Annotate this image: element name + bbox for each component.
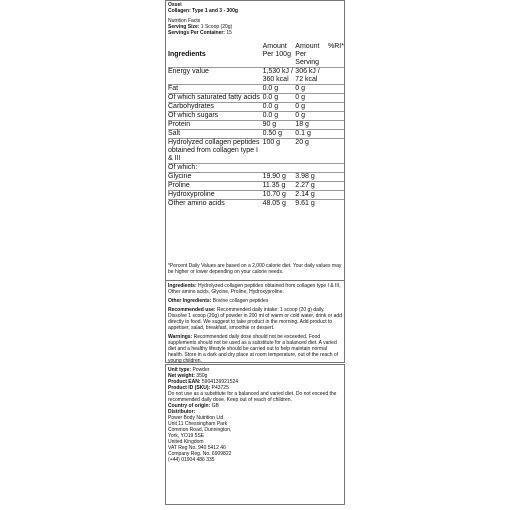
ri-heading: %RI* [328,43,344,50]
nutrient-name: Fat [168,85,263,94]
nutrient-name: Energy value [168,68,263,85]
nutrition-row [168,173,344,182]
per-serving-value: 18 g [295,121,328,130]
distributor-address [168,415,342,463]
per-serving-value: 9.61 g [295,200,328,209]
per-100g-value: 100 g [263,139,296,164]
nutrition-row [168,94,344,103]
distributor-line: (+44) 01904 486 335 [168,457,215,463]
per-serving-value: 2.14 g [295,191,328,200]
nutrient-name: Of which sugars [168,112,263,121]
nutrition-row [168,112,344,121]
per-100g-value: 0.50 g [263,130,296,139]
facts-title: Nutrition Facts [168,18,201,24]
nutrition-row [168,103,344,112]
product-ean: Product EAN: 5904139921524 [168,379,239,385]
recommended-use-section: Recommended use: Recommended daily intake: 1 scoop (20 g) daily. Dissolve 1 scoop (20g) of powder in 200 ml of warm or cold water, drink or add directly to food. We suggest to take product in the morning. Add product to appetiser, salad, breakfast, smoothie or dessert. [168,307,342,331]
ri-value [328,94,344,103]
distributor-line: York, YO19 5SE [168,433,205,439]
ri-value [328,173,344,182]
distributor-line: Power Body Nutrition Ltd. [168,415,225,421]
ri-value [328,103,344,112]
ri-value [328,68,344,85]
distributor-line: United Kingdom [168,439,204,445]
ri-value [328,130,344,139]
nutrient-name: Protein [168,121,263,130]
nutrition-row [168,121,344,130]
per-100g-value: 0.0 g [263,94,296,103]
per-100g-value [263,164,296,173]
ri-value [328,191,344,200]
per-100g-value: 19.90 g [263,173,296,182]
ri-value [328,200,344,209]
per-100g-value: 0.0 g [263,103,296,112]
nutrition-footnote: *Percent Daily Values are based on a 2,000 calorie diet. Your daily values may be higher or lower depending on your calorie needs. [168,263,342,275]
per-100g-value: 11.35 g [263,182,296,191]
ri-value [328,112,344,121]
per-100g-value: 90 g [263,121,296,130]
per-100g-value: 0.0 g [263,112,296,121]
per-serving-value: 0 g [295,103,328,112]
unit-type: Unit type: Powder [168,367,210,373]
per-serving-value: 0 g [295,94,328,103]
nutrition-row [168,85,344,94]
per-serving-value: 2.27 g [295,182,328,191]
nutrition-row [168,164,344,173]
nutrient-name: Of which saturated fatty acids [168,94,263,103]
per-serving-value: 3.98 g [295,173,328,182]
nutrition-row [168,182,344,191]
per-100g-value: 0.0 g [263,85,296,94]
servings-per-container: Servings Per Container: 15 [168,30,232,36]
ri-value [328,182,344,191]
per-100g-value: 1,530 kJ / 360 kcal [263,68,296,85]
nutrient-name: Carbohydrates [168,103,263,112]
per-100g-value: 10.70 g [263,191,296,200]
nutrition-row [168,130,344,139]
product-details-panel [165,280,345,363]
nutrition-table [168,43,344,208]
other-ingredients-section: Other Ingredients: Bovine collagen peptides [168,298,269,304]
ri-value [328,85,344,94]
serving-size: Serving Size: 1 Scoop (20g) [168,24,233,30]
distributor-line: Unit 11 Chessingham Park [168,421,228,427]
nutrition-table-header [168,43,344,68]
nutrient-name: Glycine [168,173,263,182]
net-weight: Net weight: 350g [168,373,208,379]
distributor-line: Common Road, Dunnington, [168,427,232,433]
ri-value [328,139,344,164]
ingredients-heading: Ingredients [168,51,206,58]
distributor-line: VAT Reg No. 940 5412 46 [168,445,226,451]
ri-value [328,121,344,130]
country-of-origin: Country of origin: GB [168,403,219,409]
per-serving-value: 0 g [295,112,328,121]
nutrient-name: Hydroxyproline [168,191,263,200]
per-serving-value: 0.1 g [295,130,328,139]
per-serving-value: 0 g [295,85,328,94]
per-100g-heading: Amount Per 100g [262,43,291,58]
distributor-label: Distributor: [168,409,196,415]
nutrition-row [168,200,344,209]
ingredients-section: Ingredients: Hydrolyzed collagen peptides obtained from collagen type I & III, Other amino acids, Glycine, Proline, Hydroxyproline. [168,283,341,295]
nutrient-name: Salt [168,130,263,139]
warnings-section: Warnings: Recommended daily dose should not be exceeded. Food supplements should not be used as a substitute for a balanced diet. A varied diet and a healthy lifestyle should be carried out to help maintain normal health. Store in a dark and dry place at room temperature, out of the reach of young children. [168,334,339,364]
nutrient-name: Proline [168,182,263,191]
nutrient-name: Other amino acids [168,200,263,209]
per-serving-heading: Amount Per Serving [295,43,320,66]
product-name: Collagen: Type 1 and 3 - 300g [168,8,238,14]
product-info-panel [165,364,345,505]
per-serving-value: 306 kJ / 72 kcal [295,68,328,85]
per-serving-value: 20 g [295,139,328,164]
ri-value [328,164,344,173]
nutrient-name: Hydrolyzed collagen peptides obtained from collagen type I & III [168,139,263,164]
usage-notice: Do not use as a substitute for a balanced and varied diet. Do not exceed the recommended daily dose. Keep out of reach of children. [168,391,337,403]
brand-name: Ossei [168,2,182,8]
nutrient-name: Of which: [168,164,263,173]
nutrition-row [168,191,344,200]
nutrition-facts-panel [165,0,345,283]
per-100g-value: 48.05 g [263,200,296,209]
nutrition-row [168,68,344,85]
nutrition-row [168,139,344,164]
product-sku: Product ID (SKU): P43725 [168,385,229,391]
distributor-line: Company Reg. No. 6909822 [168,451,232,457]
per-serving-value [295,164,328,173]
